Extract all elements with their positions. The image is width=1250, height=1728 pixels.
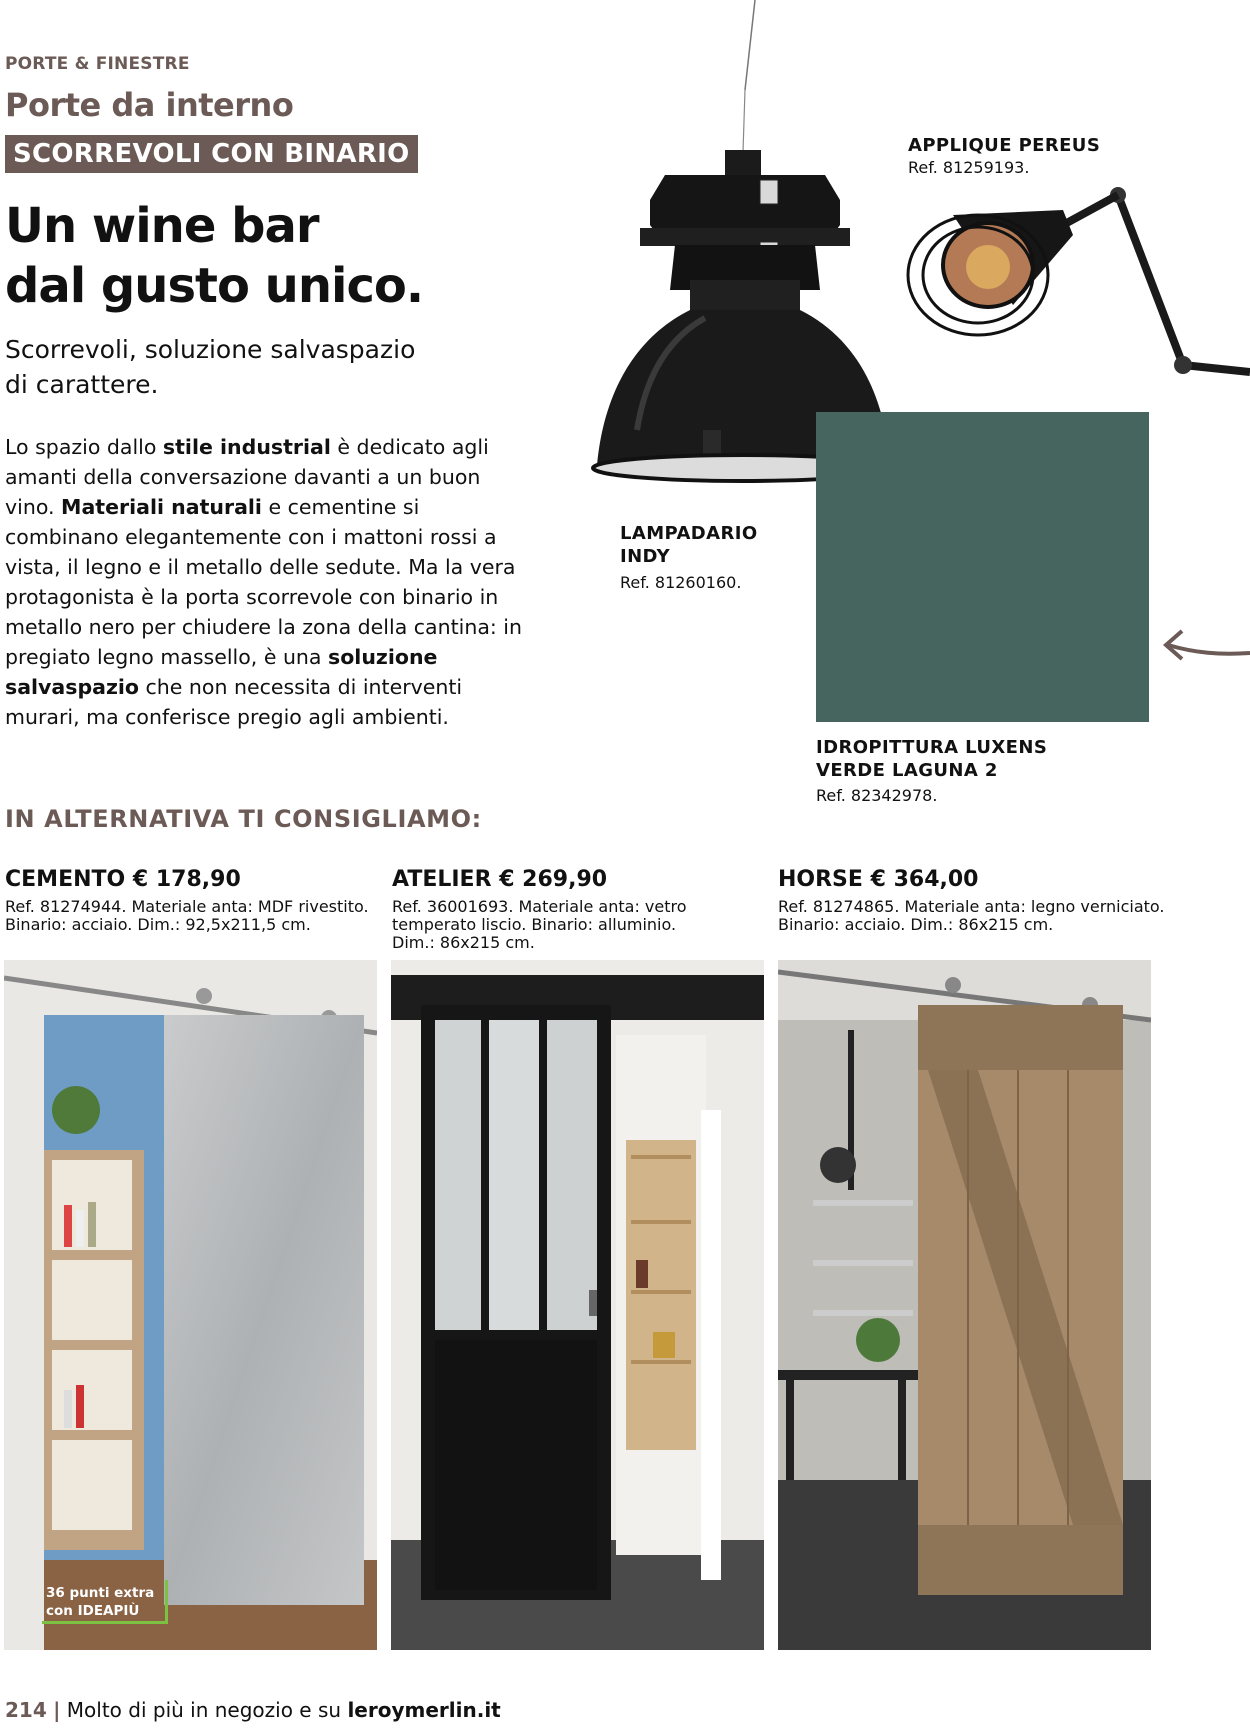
product-atelier-heading [392,867,772,892]
product-atelier [392,867,772,952]
cemento-door-photo [4,960,377,1650]
product-desc-line-2: Binario: acciaio. Dim.: 86x215 cm. [778,915,1054,934]
product-cemento [5,867,385,934]
product-desc-line-1: Ref. 36001693. Materiale anta: vetro [392,897,687,916]
product-price: € 364,00 [870,867,979,892]
horse-door-photo [778,960,1151,1650]
product-horse-heading [778,867,1198,892]
product-name: HORSE [778,867,863,892]
product-cemento-heading [5,867,385,892]
body-bold-1: stile industrial [162,435,331,459]
badge-line-1: 36 punti extra [46,1585,155,1601]
product-price: € 269,90 [499,867,608,892]
atelier-door-photo [391,960,764,1650]
product-desc-line-3: Dim.: 86x215 cm. [392,933,535,952]
product-price: € 178,90 [132,867,241,892]
applique-ref: Ref. 81259193. [908,158,1030,177]
section-title: Porte da interno [5,86,294,124]
footer-text: Molto di più in negozio e su [66,1698,348,1722]
headline [5,196,565,316]
product-name: CEMENTO [5,867,126,892]
body-text-1: Lo spazio dallo [5,435,163,459]
idropittura-ref: Ref. 82342978. [816,786,938,805]
page-number: 214 [5,1698,47,1722]
section-kicker: PORTE & FINESTRE [5,54,190,74]
applique-label [908,134,1100,179]
applique-name: APPLIQUE PEREUS [908,135,1101,156]
lampadario-name-line-2: INDY [620,546,671,567]
headline-line-1: Un wine bar [5,198,319,254]
footer-separator: | [53,1698,61,1722]
headline-line-2: dal gusto unico. [5,258,424,314]
ideapiu-points-badge [42,1580,168,1624]
body-text-2: è dedicato agli amanti della conversazione davanti a un buon vino. [5,435,489,519]
arrow-left-icon [1160,625,1250,665]
paint-swatch [816,412,1149,722]
idropittura-label [816,736,1047,807]
body-text-4: che non necessita di interventi murari, ma conferisce pregio agli ambienti. [5,675,463,729]
category-tag: SCORREVOLI CON BINARIO [5,135,418,173]
subheadline [5,332,485,402]
body-bold-2: Materiali naturali [61,495,262,519]
badge-line-2: con IDEAPIÙ [46,1603,140,1619]
wall-lamp-image [893,185,1250,385]
body-text-3: e cementine si combinano elegantemente con i mattoni rossi a vista, il legno e il metallo delle sedute. Ma la vera protagonista è la porta scorrevole con binario in metallo nero per chiudere la zona della cantina: in pregiato legno massello, è una [5,495,522,669]
lampadario-name-line-1: LAMPADARIO [620,523,758,544]
page-footer [5,1698,501,1722]
body-bold-3: soluzione salvaspazio [5,645,438,699]
product-desc-line-1: Ref. 81274944. Materiale anta: MDF rivestito. [5,897,369,916]
alternatives-title: IN ALTERNATIVA TI CONSIGLIAMO: [5,805,482,833]
body-paragraph [5,432,525,732]
product-horse [778,867,1198,934]
subheadline-line-1: Scorrevoli, soluzione salvaspazio [5,335,416,364]
footer-site-link[interactable]: leroymerlin.it [347,1698,501,1722]
idropittura-name-line-2: VERDE LAGUNA 2 [816,760,998,781]
lampadario-label [620,522,758,594]
subheadline-line-2: di carattere. [5,370,159,399]
product-desc-line-2: temperato liscio. Binario: alluminio. [392,915,677,934]
idropittura-name-line-1: IDROPITTURA LUXENS [816,737,1048,758]
product-desc-line-2: Binario: acciaio. Dim.: 92,5x211,5 cm. [5,915,311,934]
product-desc-line-1: Ref. 81274865. Materiale anta: legno verniciato. [778,897,1165,916]
product-name: ATELIER [392,867,492,892]
lampadario-ref: Ref. 81260160. [620,573,742,592]
